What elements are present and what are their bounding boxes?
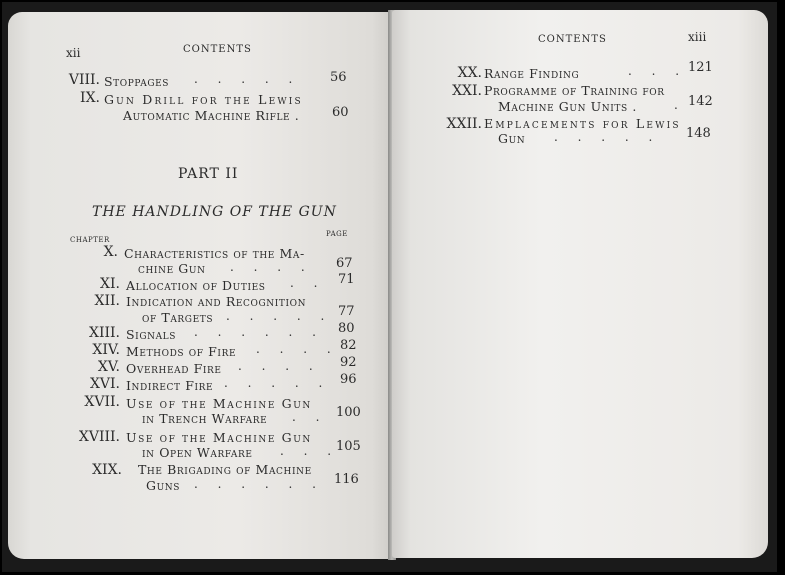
toc-page: 121 bbox=[688, 60, 713, 75]
toc-numeral: XX. bbox=[457, 65, 482, 81]
toc-dots: . . . . bbox=[230, 260, 313, 274]
column-header-chapter: CHAPTER bbox=[70, 236, 110, 244]
right-page-number: xiii bbox=[688, 30, 707, 44]
toc-numeral: X. bbox=[103, 244, 118, 260]
toc-title-cont: in Open Warfare bbox=[142, 445, 253, 460]
toc-dots: . bbox=[674, 98, 686, 112]
toc-numeral: VIII. bbox=[68, 72, 100, 88]
right-page bbox=[392, 10, 768, 558]
toc-title-cont: in Trench Warfare bbox=[142, 411, 268, 426]
toc-title: Emplacements for Lewis bbox=[484, 116, 681, 131]
part-heading: PART II bbox=[178, 166, 239, 182]
toc-dots: . . . . . bbox=[554, 130, 661, 144]
toc-numeral: XV. bbox=[97, 359, 120, 375]
toc-title: Indirect Fire bbox=[126, 378, 214, 393]
toc-page: 67 bbox=[336, 256, 353, 271]
toc-dots: . . . . bbox=[256, 342, 339, 356]
toc-title: Gun Drill for the Lewis bbox=[104, 92, 303, 107]
toc-page: 71 bbox=[338, 272, 355, 287]
toc-title: Range Finding bbox=[484, 66, 580, 81]
right-running-head: CONTENTS bbox=[538, 34, 607, 45]
toc-title: Stoppages bbox=[104, 74, 170, 89]
toc-page: 142 bbox=[688, 94, 713, 109]
toc-numeral: XIX. bbox=[92, 462, 122, 478]
toc-dots: . . bbox=[292, 410, 328, 424]
toc-page: 56 bbox=[330, 70, 347, 85]
toc-title-cont: Guns bbox=[146, 478, 181, 493]
toc-title-cont: Gun bbox=[498, 131, 526, 146]
toc-title: The Brigading of Machine bbox=[138, 462, 312, 477]
toc-title: Signals bbox=[126, 327, 177, 342]
toc-numeral: XVII. bbox=[84, 394, 120, 410]
toc-numeral: XXI. bbox=[452, 83, 482, 99]
part-title: THE HANDLING OF THE GUN bbox=[92, 204, 337, 220]
toc-title-cont: chine Gun bbox=[138, 261, 206, 276]
toc-title: Indication and Recognition bbox=[126, 294, 307, 309]
toc-dots: . . . . . . bbox=[194, 477, 324, 491]
column-header-page: PAGE bbox=[326, 230, 348, 238]
toc-numeral: XIII. bbox=[88, 325, 120, 341]
toc-numeral: IX. bbox=[80, 90, 100, 106]
toc-title: Methods of Fire bbox=[126, 344, 237, 359]
toc-title: Use of the Machine Gun bbox=[126, 396, 312, 411]
toc-page: 82 bbox=[340, 338, 357, 353]
toc-numeral: XXII. bbox=[446, 116, 482, 132]
toc-title-cont: Machine Gun Units . bbox=[498, 99, 637, 114]
toc-numeral: XII. bbox=[94, 293, 120, 309]
toc-page: 60 bbox=[332, 105, 349, 120]
toc-title: Programme of Training for bbox=[484, 83, 665, 98]
toc-page: 96 bbox=[340, 372, 357, 387]
toc-page: 116 bbox=[334, 472, 359, 487]
toc-title-cont: Automatic Machine Rifle . bbox=[123, 108, 300, 123]
left-page-number: xii bbox=[66, 46, 81, 60]
toc-page: 80 bbox=[338, 321, 355, 336]
toc-dots: . . bbox=[290, 276, 326, 290]
toc-numeral: XI. bbox=[100, 276, 120, 292]
toc-dots: . . . . . bbox=[226, 309, 333, 323]
toc-title-cont: of Targets bbox=[142, 310, 214, 325]
toc-numeral: XVI. bbox=[89, 376, 120, 392]
toc-title: Allocation of Duties bbox=[126, 278, 266, 293]
toc-title: Characteristics of the Ma- bbox=[124, 246, 305, 261]
toc-dots: . . . . . bbox=[224, 376, 331, 390]
toc-page: 77 bbox=[338, 304, 355, 319]
toc-dots: . . . . bbox=[238, 359, 321, 373]
toc-dots: . . . . . . bbox=[194, 325, 324, 339]
toc-page: 105 bbox=[336, 439, 361, 454]
toc-page: 148 bbox=[686, 126, 711, 141]
toc-dots: . . . bbox=[628, 64, 688, 78]
toc-numeral: XIV. bbox=[92, 342, 120, 358]
toc-numeral: XVIII. bbox=[78, 429, 120, 445]
left-running-head: CONTENTS bbox=[183, 44, 252, 55]
toc-dots: . . . bbox=[280, 444, 340, 458]
toc-title: Overhead Fire bbox=[126, 361, 222, 376]
left-page bbox=[8, 12, 391, 559]
toc-title: Use of the Machine Gun bbox=[126, 430, 312, 445]
toc-page: 100 bbox=[336, 405, 361, 420]
toc-page: 92 bbox=[340, 355, 357, 370]
toc-dots: . . . . . bbox=[194, 72, 301, 86]
